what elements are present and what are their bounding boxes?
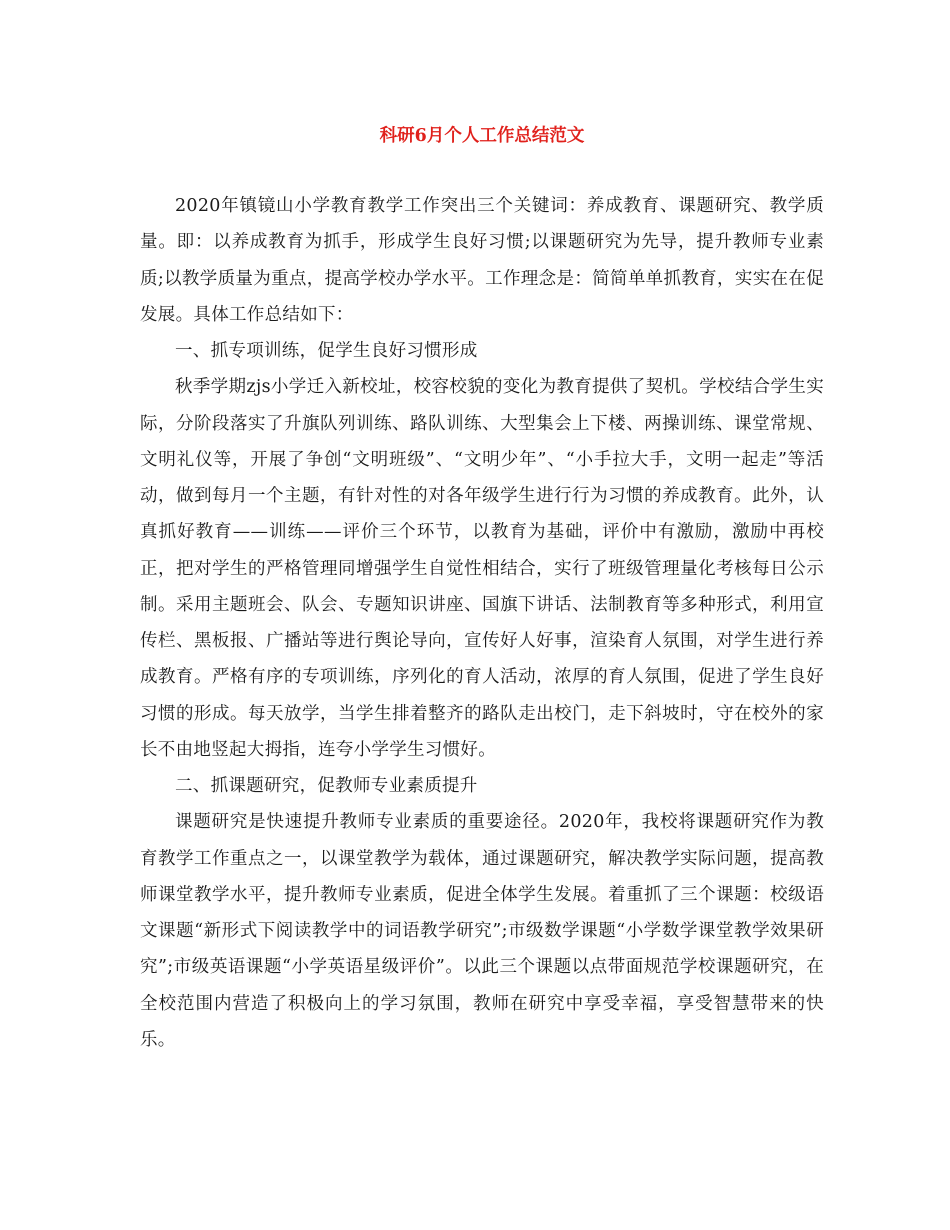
section-2-paragraph: 课题研究是快速提升教师专业素质的重要途径。2020年，我校将课题研究作为教育教学工作重点之一，以课堂教学为载体，通过课题研究，解决教学实际问题，提高教师课堂教学水平，提升教师专业素质，促进全体学生发展。着重抓了三个课题：校级语文课题“新形式下阅读教学中的词语教学研究”;市级数学课题“小学数学课堂教学效果研究”;市级英语课题“小学英语星级评价”。以此三个课题以点带面规范学校课题研究，在全校范围内营造了积极向上的学习氛围，教师在研究中享受幸福，享受智慧带来的快乐。 [140, 812, 824, 1050]
document-title: 科研6月个人工作总结范文 [379, 126, 585, 146]
intro-paragraph: 2020年镇镜山小学教育教学工作突出三个关键词：养成教育、课题研究、教学质量。即：以养成教育为抓手，形成学生良好习惯;以课题研究为先导，提升教师专业素质;以教学质量为重点，提高学校办学水平。工作理念是：简简单单抓教育，实实在在促发展。具体工作总结如下： [140, 196, 824, 325]
document-body [140, 188, 824, 1058]
section-heading-1: 一、抓专项训练，促学生良好习惯形成 [175, 341, 478, 361]
section-heading-2: 二、抓课题研究，促教师专业素质提升 [175, 776, 478, 796]
section-1-paragraph: 秋季学期zjs小学迁入新校址，校容校貌的变化为教育提供了契机。学校结合学生实际，分阶段落实了升旗队列训练、路队训练、大型集会上下楼、两操训练、课堂常规、文明礼仪等，开展了争创“文明班级”、“文明少年”、“小手拉大手，文明一起走”等活动，做到每月一个主题，有针对性的对各年级学生进行行为习惯的养成教育。此外，认真抓好教育——训练——评价三个环节，以教育为基础，评价中有激励，激励中再校正，把对学生的严格管理同增强学生自觉性相结合，实行了班级管理量化考核每日公示制。采用主题班会、队会、专题知识讲座、国旗下讲话、法制教育等多种形式，利用宣传栏、黑板报、广播站等进行舆论导向，宣传好人好事，渲染育人氛围，对学生进行养成教育。严格有序的专项训练，序列化的育人活动，浓厚的育人氛围，促进了学生良好习惯的形成。每天放学，当学生排着整齐的路队走出校门，走下斜坡时，守在校外的家长不由地竖起大拇指，连夸小学学生习惯好。 [140, 377, 824, 760]
